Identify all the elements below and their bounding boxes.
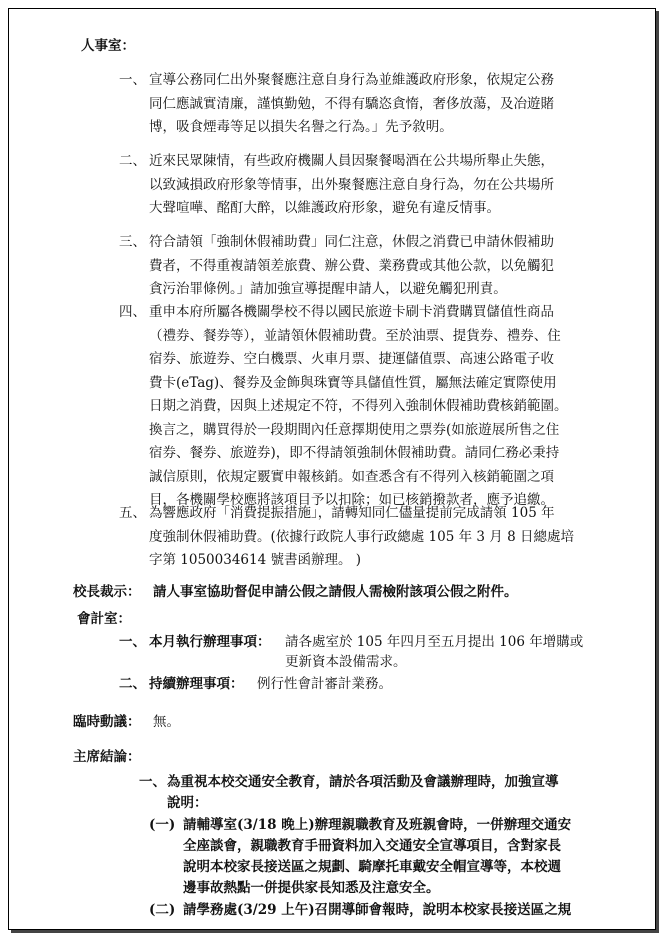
- accounting-item2-label: 持續辦理事項：: [149, 676, 244, 692]
- item-number: 一、: [119, 634, 146, 650]
- accounting-item2-text: 例行性會計審計業務。: [257, 676, 392, 692]
- accounting-item1-line: 更新資本設備需求。: [285, 654, 407, 670]
- principal-text: 請人事室協助督促申請公假之請假人需檢附該項公假之附件。: [153, 584, 518, 600]
- sub-item-line: 邊事故熱點一併提供家長知悉及注意安全。: [183, 880, 440, 896]
- item-line: 近來民眾陳情，有些政府機關人員因聚餐喝酒在公共場所舉止失態，: [149, 153, 554, 169]
- item-line: 字第 1050034614 號書函辦理。 ): [149, 552, 362, 568]
- item-line: 費卡(eTag)、餐券及金飾與珠寶等具儲值性質，屬無法確定實際使用: [149, 374, 557, 391]
- accounting-item1-label: 本月執行辦理事項：: [149, 634, 271, 650]
- item-line: 博，吸食煙毒等足以損失名譽之行為。」先予敘明。: [149, 119, 453, 135]
- item-line: 宿券、餐券、旅遊券)，即不得請領強制休假補助費。請同仁務必秉持: [149, 445, 560, 461]
- item-line: （禮券、餐券等），並請領休假補助費。至於油票、提貨券、禮券、住: [149, 327, 561, 344]
- motion-label: 臨時動議：: [73, 714, 141, 730]
- item-line: 同仁應誠實清廉，謹慎勤勉，不得有驕恣貪惰，奢侈放蕩，及冶遊賭: [149, 95, 554, 112]
- item-number: 四、: [119, 304, 146, 320]
- item-number: 二、: [119, 676, 146, 692]
- item-line: 費者，不得重複請領差旅費、辦公費、業務費或其他公款，以免觸犯: [149, 257, 554, 274]
- item-line: 為響應政府「消費提振措施」，請轉知同仁儘量提前完成請領 105 年: [149, 505, 555, 521]
- chair-item-line: 為重視本校交通安全教育，請於各項活動及會議辦理時，加強宣導: [167, 774, 559, 790]
- item-number: 三、: [119, 234, 146, 250]
- item-line: 以致減損政府形象等情事，出外聚餐應注意自身行為，勿在公共場所: [149, 176, 554, 193]
- item-line: 符合請領「強制休假補助費」同仁注意，休假之消費已申請休假補助: [149, 234, 554, 250]
- principal-label: 校長裁示：: [73, 584, 141, 600]
- accounting-heading: 會計室：: [77, 611, 131, 627]
- item-line: 換言之，購買得於一段期間內任意擇期使用之票券(如旅遊展所售之住: [149, 421, 560, 438]
- chair-heading: 主席結論：: [73, 749, 141, 765]
- item-line: 誠信原則，依規定覈實申報核銷。如查悉含有不得列入核銷範圍之項: [149, 468, 554, 485]
- sub-item-number: (二): [149, 902, 176, 918]
- item-number: 一、: [139, 774, 166, 790]
- motion-text: 無。: [153, 714, 180, 730]
- sub-item-line: 全座談會，親職教育手冊資料加入交通安全宣導項目，含對家長: [183, 838, 561, 854]
- item-number: 一、: [119, 72, 146, 88]
- item-line: 宿券、旅遊券、空白機票、火車月票、捷運儲值票、高速公路電子收: [149, 351, 554, 367]
- accounting-item1-line: 請各處室於 105 年四月至五月提出 106 年增購或: [285, 634, 584, 650]
- personnel-heading: 人事室：: [81, 38, 135, 54]
- sub-item-line: 請輔導室(3/18 晚上)辦理親職教育及班親會時，一併辦理交通安: [183, 817, 572, 833]
- item-line: 目，各機關學校應將該項目予以扣除；如已核銷撥款者，應予追繳。: [149, 492, 554, 508]
- sub-item-line: 說明本校家長接送區之規劃、騎摩托車戴安全帽宣導等，本校週: [183, 859, 561, 875]
- item-line: 宣導公務同仁出外聚餐應注意自身行為並維護政府形象，依規定公務: [149, 72, 554, 88]
- item-number: 五、: [119, 505, 146, 521]
- item-line: 重申本府所屬各機關學校不得以國民旅遊卡刷卡消費購買儲值性商品: [149, 304, 554, 320]
- document-page: [8, 8, 656, 930]
- sub-item-line: 請學務處(3/29 上午)召開導師會報時，說明本校家長接送區之規: [183, 902, 572, 918]
- item-number: 二、: [119, 153, 146, 169]
- item-line: 大聲喧嘩、酩酊大醉，以維護政府形象，避免有違反情事。: [149, 200, 500, 216]
- chair-item-line: 說明：: [167, 795, 208, 811]
- item-line: 度強制休假補助費。(依據行政院人事行政總處 105 年 3 月 8 日總處培: [149, 528, 574, 545]
- item-line: 貪污治罪條例。」請加強宣導提醒申請人，以避免觸犯刑責。: [149, 281, 507, 297]
- sub-item-number: (一): [149, 817, 176, 833]
- item-line: 日期之消費，因與上述規定不符，不得列入強制休假補助費核銷範圍。: [149, 398, 568, 414]
